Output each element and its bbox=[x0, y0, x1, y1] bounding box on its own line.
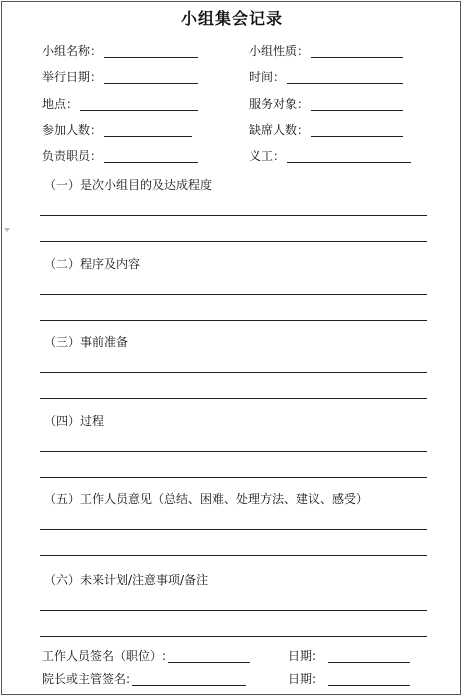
staff-date-blank[interactable] bbox=[328, 650, 410, 663]
section-5-heading: （五）工作人员意见（总结、困难、处理方法、建议、感受） bbox=[44, 492, 369, 506]
group-nature-blank[interactable] bbox=[311, 45, 403, 58]
attendees-label: 参加人数： bbox=[42, 123, 103, 137]
section-4-line[interactable] bbox=[40, 477, 427, 478]
date-held-label: 举行日期： bbox=[42, 70, 103, 84]
director-signature-blank[interactable] bbox=[132, 673, 246, 686]
time-field bbox=[249, 68, 403, 84]
section-6-line[interactable] bbox=[40, 636, 427, 637]
location-field bbox=[42, 95, 198, 111]
group-nature-field bbox=[249, 42, 403, 58]
attendees-field bbox=[42, 121, 192, 137]
form-title: 小组集会记录 bbox=[180, 9, 283, 28]
staff-in-charge-label: 负责职员： bbox=[42, 149, 103, 163]
section-2-heading: （二）程序及内容 bbox=[44, 257, 141, 271]
section-5-line[interactable] bbox=[40, 529, 427, 530]
director-signature-label: 院长或主管签名: bbox=[42, 672, 131, 686]
section-2-line[interactable] bbox=[40, 294, 427, 295]
section-4-heading: （四）过程 bbox=[44, 414, 105, 428]
staff-signature-blank[interactable] bbox=[168, 650, 250, 663]
location-blank[interactable] bbox=[80, 98, 198, 111]
location-label: 地点： bbox=[42, 97, 79, 111]
service-target-field bbox=[249, 95, 403, 111]
group-name-label: 小组名称： bbox=[42, 44, 103, 58]
volunteers-label: 义工： bbox=[249, 149, 286, 163]
group-nature-label: 小组性质： bbox=[249, 44, 310, 58]
date-held-field bbox=[42, 68, 198, 84]
date-held-blank[interactable] bbox=[104, 71, 198, 84]
director-date-label: 日期: bbox=[288, 672, 317, 686]
margin-marker-icon bbox=[4, 228, 10, 232]
section-3-line[interactable] bbox=[40, 398, 427, 399]
section-3-line[interactable] bbox=[40, 372, 427, 373]
section-4-line[interactable] bbox=[40, 451, 427, 452]
section-6-line[interactable] bbox=[40, 610, 427, 611]
volunteers-field bbox=[249, 147, 411, 163]
section-1-line[interactable] bbox=[40, 241, 427, 242]
director-signature-field bbox=[42, 670, 246, 686]
attendees-blank[interactable] bbox=[104, 124, 192, 137]
absentees-field bbox=[249, 121, 403, 137]
section-1-line[interactable] bbox=[40, 215, 427, 216]
staff-signature-field bbox=[42, 647, 250, 663]
section-2-line[interactable] bbox=[40, 320, 427, 321]
absentees-blank[interactable] bbox=[311, 124, 403, 137]
staff-signature-label: 工作人员签名（职位）: bbox=[42, 649, 167, 663]
staff-in-charge-blank[interactable] bbox=[104, 150, 198, 163]
group-name-blank[interactable] bbox=[104, 45, 198, 58]
section-6-heading: （六）未来计划/注意事项/备注 bbox=[44, 573, 209, 587]
group-name-field bbox=[42, 42, 198, 58]
time-label: 时间： bbox=[249, 70, 286, 84]
section-1-heading: （一）是次小组目的及达成程度 bbox=[44, 178, 213, 192]
staff-date-label: 日期: bbox=[288, 649, 317, 663]
volunteers-blank[interactable] bbox=[287, 150, 411, 163]
director-date-blank[interactable] bbox=[328, 673, 410, 686]
staff-in-charge-field bbox=[42, 147, 198, 163]
service-target-label: 服务对象： bbox=[249, 97, 310, 111]
director-date-field bbox=[288, 670, 410, 686]
service-target-blank[interactable] bbox=[311, 98, 403, 111]
staff-date-field bbox=[288, 647, 410, 663]
section-3-heading: （三）事前准备 bbox=[44, 335, 129, 349]
time-blank[interactable] bbox=[287, 71, 403, 84]
absentees-label: 缺席人数： bbox=[249, 123, 310, 137]
section-5-line[interactable] bbox=[40, 555, 427, 556]
